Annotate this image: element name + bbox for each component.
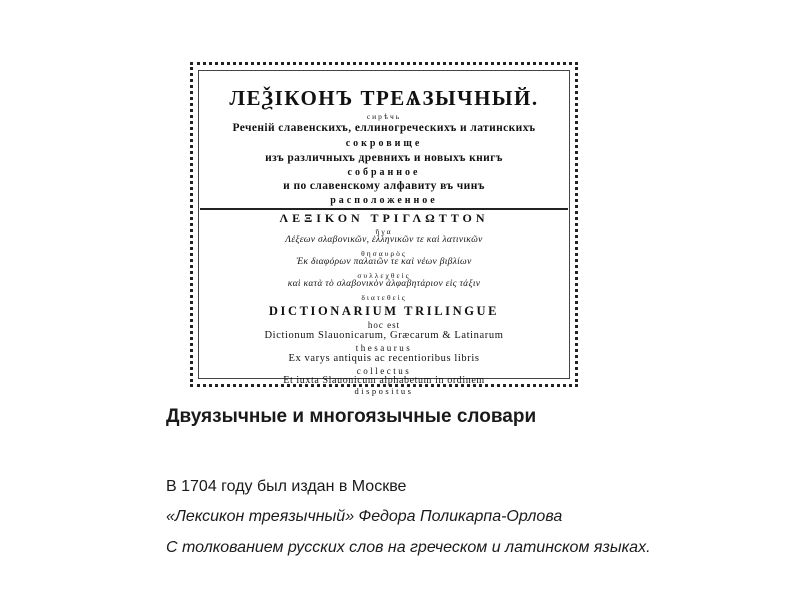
slavonic-line-1: сирѣчь — [366, 112, 402, 121]
latin-line-1: hoc est — [367, 320, 401, 330]
slide-heading: Двуязычные и многоязычные словари — [166, 406, 537, 427]
latin-title: DICTIONARIUM TRILINGUE — [268, 304, 500, 318]
slavonic-line-7: расположенное — [330, 195, 438, 206]
latin-line-3: thesaurus — [355, 343, 413, 353]
section-divider — [200, 208, 568, 210]
body-line-description: С толкованием русских слов на греческом и латинском языках. — [166, 539, 651, 556]
slavonic-line-2: Реченій славенскихъ, еллиногреческихъ и латинскихъ — [232, 122, 536, 134]
greek-line-7: διατεθεὶς — [361, 293, 407, 302]
greek-line-5: συλλεχθεὶς — [357, 271, 411, 280]
slavonic-line-6: и по славенскому алфавиту въ чинъ — [283, 180, 485, 192]
greek-line-2: Λέξεων σλαβονικῶν, ἑλληνικῶν τε καὶ λατινικῶν — [285, 235, 483, 245]
slavonic-line-3: сокровище — [345, 138, 423, 149]
greek-line-6: καὶ κατὰ τὸ σλαβονικὸν ἀλφαβητάριον εἰς τάξιν — [287, 279, 481, 289]
greek-title: ΛΕΞΙΚΟΝ ΤΡΙΓΛΩΤΤΟΝ — [279, 211, 489, 225]
greek-line-1: ἤγα — [375, 227, 393, 236]
slavonic-title: ЛЕѮІКОНЪ ТРЕѦЗЫЧНЫЙ. — [229, 86, 539, 110]
latin-line-7: dispositus — [354, 386, 414, 396]
title-page-scan — [178, 52, 590, 397]
slavonic-line-4: изъ различныхъ древнихъ и новыхъ книгъ — [265, 152, 503, 164]
body-line-publication: В 1704 году был издан в Москве — [166, 478, 407, 495]
slavonic-line-5: собранное — [347, 167, 421, 178]
greek-line-3: θησαυρὸς — [361, 249, 407, 258]
latin-line-5: collectus — [356, 366, 412, 376]
latin-line-4: Ex varys antiquis ac recentioribus libris — [288, 353, 480, 364]
latin-line-6: Et iuxta Slauonicum alphabetum in ordinem — [283, 375, 485, 386]
body-line-lexicon-title: «Лексикон треязычный» Федора Поликарпа-Орлова — [166, 508, 563, 525]
latin-line-2: Dictionum Slauonicarum, Græcarum & Latinarum — [264, 330, 504, 341]
greek-line-4: Ἐκ διαφόρων παλαιῶν τε καὶ νέων βιβλίων — [296, 257, 472, 267]
